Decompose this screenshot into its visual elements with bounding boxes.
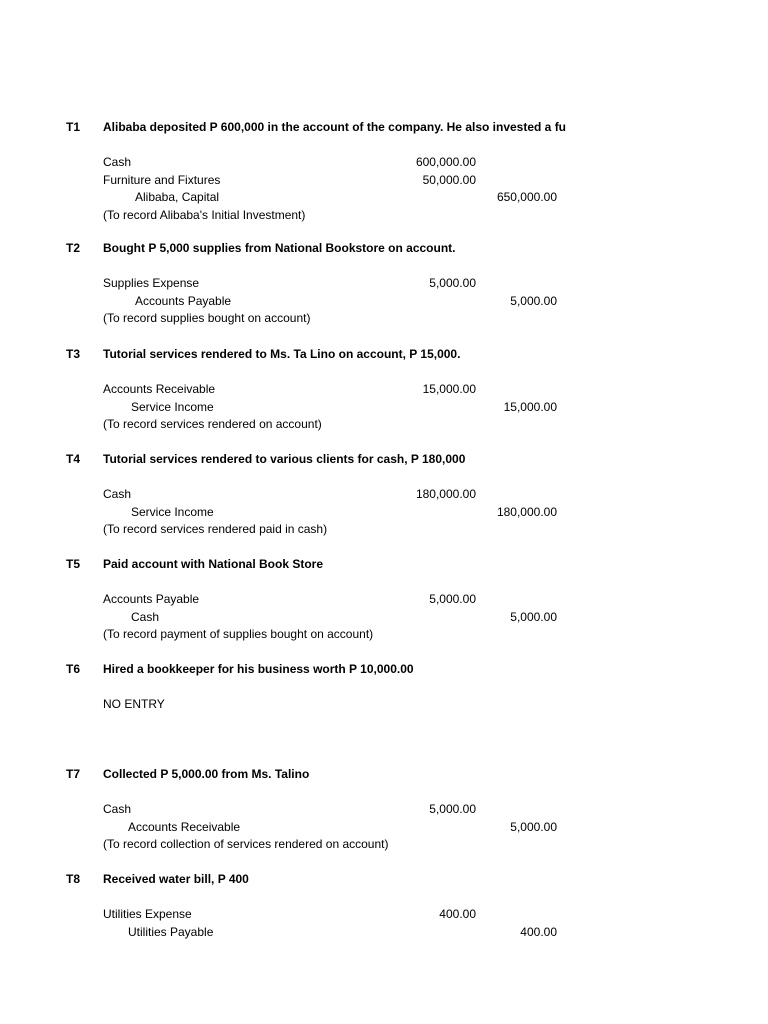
no-entry-label: NO ENTRY	[103, 697, 165, 712]
entry-account: Accounts Receivable	[128, 819, 241, 834]
debit-amount: 5,000.00	[429, 276, 476, 291]
debit-amount: 400.00	[439, 907, 476, 922]
credit-amount: 650,000.00	[496, 190, 557, 205]
transaction-description: Hired a bookkeeper for his business worth P 10,000.00	[103, 662, 414, 676]
credit-amount: 400.00	[520, 924, 557, 939]
entry-memo: (To record supplies bought on account)	[103, 311, 311, 326]
entry-account: Alibaba, Capital	[135, 190, 220, 205]
debit-amount: 50,000.00	[422, 172, 476, 187]
credit-amount: 5,000.00	[510, 819, 557, 834]
entry-account: Cash	[131, 609, 160, 624]
transaction-description: Paid account with National Book Store	[103, 557, 324, 571]
transaction-code: T5	[66, 557, 81, 571]
entry-memo: (To record Alibaba's Initial Investment)	[103, 208, 306, 222]
entry-memo: (To record services rendered paid in cash)	[103, 522, 328, 537]
entry-account: Furniture and Fixtures	[103, 172, 221, 187]
transaction-code: T4	[66, 452, 81, 466]
debit-amount: 5,000.00	[429, 802, 476, 817]
debit-amount: 600,000.00	[415, 155, 476, 170]
debit-amount: 5,000.00	[429, 592, 476, 607]
credit-amount: 15,000.00	[503, 399, 557, 414]
credit-amount: 180,000.00	[496, 504, 557, 519]
transaction-description: Tutorial services rendered to various clients for cash, P 180,000	[103, 452, 466, 466]
entry-account: Cash	[103, 802, 132, 817]
transaction-code: T3	[66, 347, 81, 361]
credit-amount: 5,000.00	[510, 609, 557, 624]
entry-memo: (To record payment of supplies bought on account)	[103, 627, 374, 642]
transaction-code: T6	[66, 662, 81, 676]
transaction-code: T2	[66, 241, 81, 255]
entry-memo: (To record services rendered on account)	[103, 417, 322, 432]
entry-account: Cash	[103, 487, 132, 502]
transaction-code: T7	[66, 767, 81, 781]
debit-amount: 180,000.00	[415, 487, 476, 502]
entry-account: Service Income	[131, 399, 214, 414]
debit-amount: 15,000.00	[422, 382, 476, 397]
transaction-description: Collected P 5,000.00 from Ms. Talino	[103, 767, 310, 781]
entry-account: Utilities Payable	[128, 924, 214, 939]
transaction-description: Alibaba deposited P 600,000 in the account of the company. He also invested a fu	[103, 120, 567, 134]
transaction-description: Received water bill, P 400	[103, 872, 249, 886]
entry-memo: (To record collection of services rendered on account)	[103, 837, 389, 852]
entry-account: Accounts Payable	[103, 592, 200, 607]
transaction-code: T1	[66, 120, 81, 134]
entry-account: Accounts Receivable	[103, 382, 216, 397]
entry-account: Cash	[103, 155, 132, 170]
entry-account: Service Income	[131, 504, 214, 519]
credit-amount: 5,000.00	[510, 293, 557, 308]
transaction-description: Bought P 5,000 supplies from National Bookstore on account.	[103, 241, 456, 255]
entry-account: Accounts Payable	[135, 293, 232, 308]
entry-account: Supplies Expense	[103, 276, 200, 291]
transaction-description: Tutorial services rendered to Ms. Ta Lino on account, P 15,000.	[103, 347, 461, 361]
entry-account: Utilities Expense	[103, 907, 192, 922]
transaction-code: T8	[66, 872, 81, 886]
